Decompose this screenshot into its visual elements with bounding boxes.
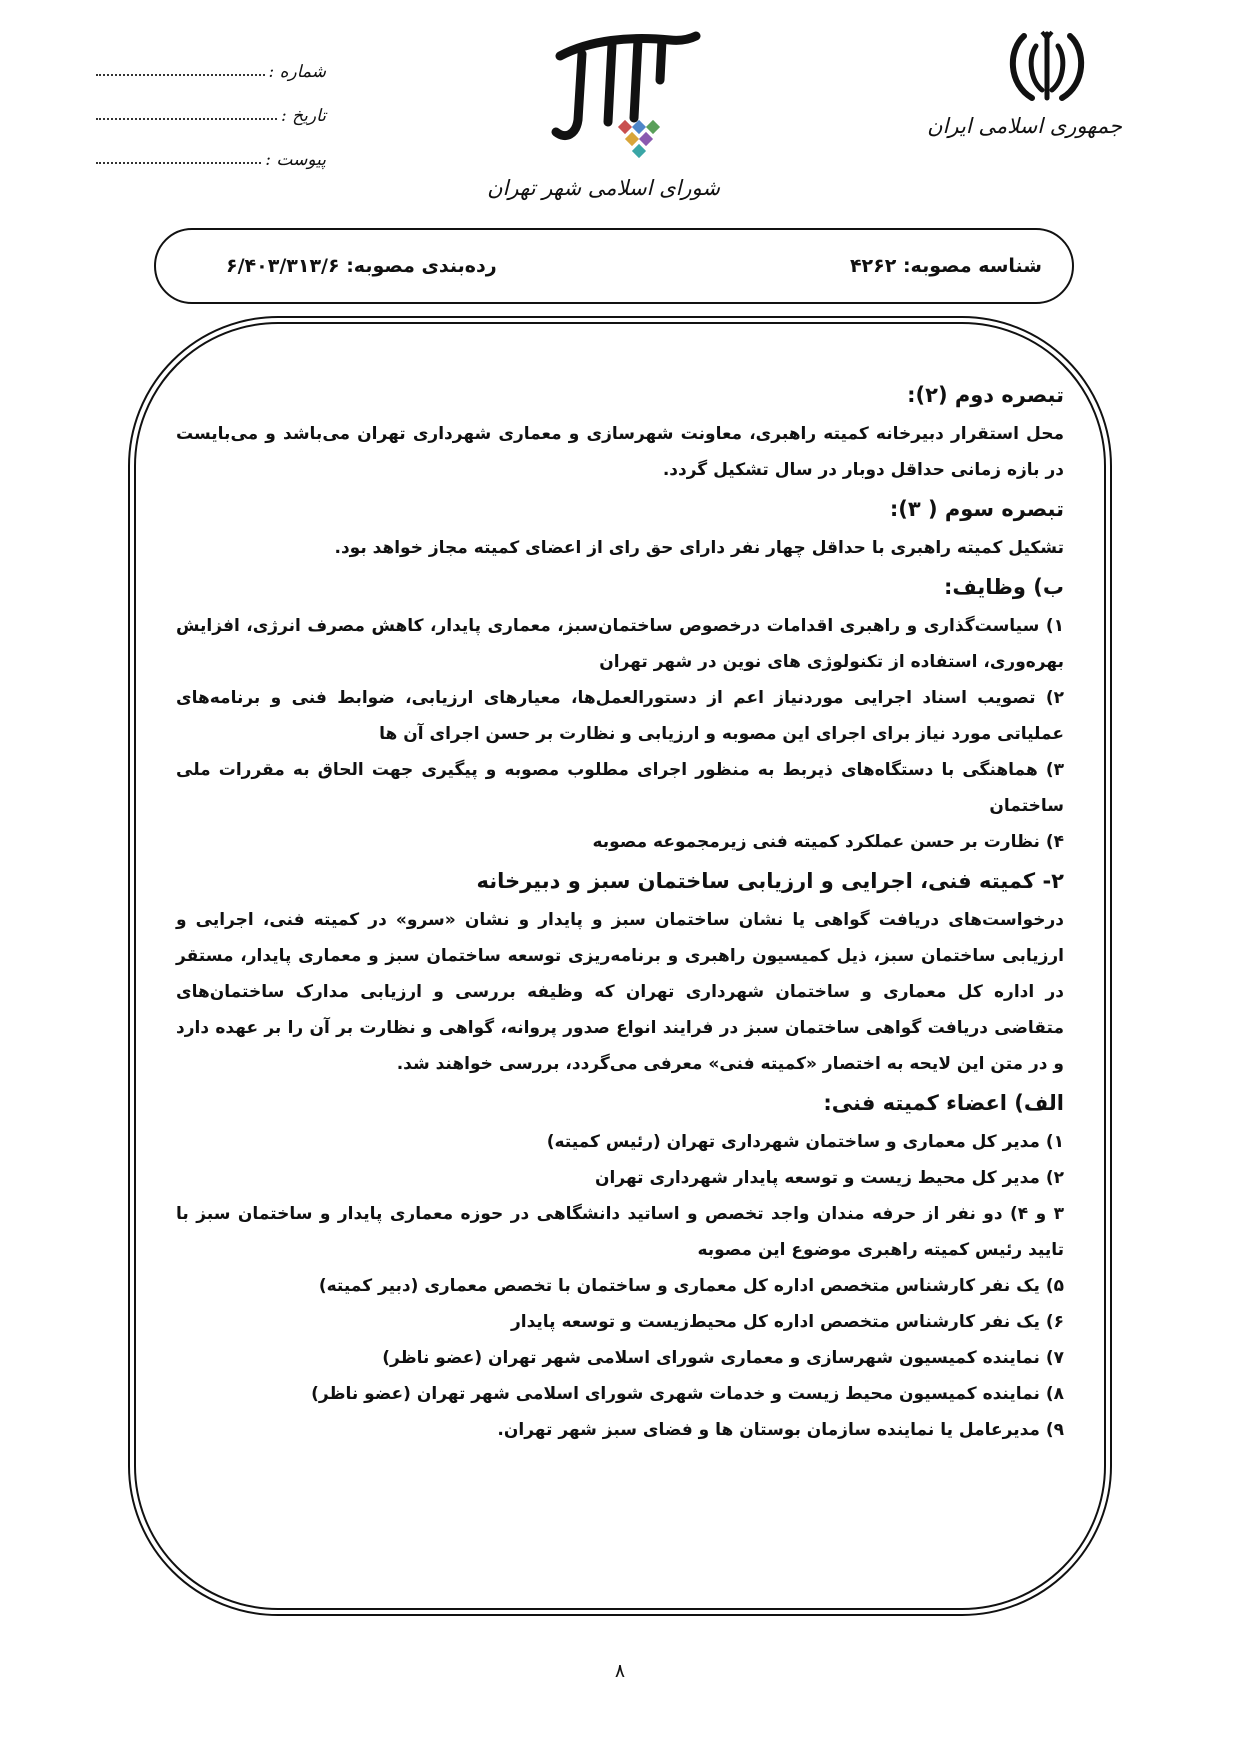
members-heading: الف) اعضاء کمیته فنی: (823, 1091, 1064, 1115)
resolution-classification: رده‌بندی مصوبه: ۶/۴۰۳/۳۱۳/۶ (226, 255, 497, 277)
member-item: ۳ و ۴) دو نفر از حرفه مندان واجد تخصص و اساتید دانشگاهی در حوزه معماری پایدار و ساختمان سبز با تایید رئیس کمیته راهبری موضوع این مصوبه (176, 1204, 1064, 1260)
member-item: ۲) مدیر کل محیط زیست و توسعه پایدار شهرداری تهران (595, 1168, 1064, 1188)
emblem-caption: جمهوری اسلامی ایران (927, 114, 1122, 138)
member-item: ۵) یک نفر کارشناس متخصص اداره کل معماری و ساختمان با تخصص معماری (دبیر کمیته) (318, 1276, 1064, 1296)
note-three-heading: تبصره سوم ( ۳): (889, 497, 1064, 521)
meta-fields (96, 38, 326, 170)
council-logo (487, 10, 720, 210)
meta-attachment-label: پیوست : (265, 150, 326, 170)
meta-attachment-line (96, 162, 261, 164)
member-item: ۷) نماینده کمیسیون شهرسازی و معماری شورای اسلامی شهر تهران (عضو ناظر) (382, 1348, 1064, 1368)
technical-committee-text: درخواست‌های دریافت گواهی یا نشان ساختمان سبز و پایدار و نشان «سرو» در کمیته فنی، اجرایی و ارزیابی ساختمان سبز، ذیل کمیسیون راهبری و برنامه‌ریزی توسعه ساختمان سبز و معماری پایدار، مستقر در اداره کل معماری و ساختمان شهرداری تهران که وظیفه بررسی و ارزیابی مدارک ساختمان‌های متقاضی دریافت گواهی ساختمان سبز در فرایند انواع صدور پروانه، گواهی و نظارت بر آن را بر عهده دارد و در متن این لایحه به اختصار «کمیته فنی» معرفی می‌گردد، بررسی خواهند شد. (176, 910, 1064, 1074)
member-item: ۸) نماینده کمیسیون محیط زیست و خدمات شهری شورای اسلامی شهر تهران (عضو ناظر) (311, 1384, 1064, 1404)
meta-number-line (96, 74, 265, 76)
duties-heading: ب) وظایف: (943, 575, 1064, 599)
page-number: ۸ (614, 1660, 626, 1682)
iran-emblem-icon (1002, 28, 1092, 108)
note-three-text: تشکیل کمیته راهبری با حداقل چهار نفر دارای حق رای از اعضای کمیته مجاز خواهد بود. (334, 538, 1064, 558)
duty-item: ۲) تصویب اسناد اجرایی موردنیاز اعم از دستورالعمل‌ها، معیارهای ارزیابی، ضوابط فنی و برنامه‌های عملیاتی مورد نیاز برای اجرای این مصوبه و ارزیابی و نظارت بر حسن اجرای آن ها (176, 688, 1064, 744)
member-item: ۱) مدیر کل معماری و ساختمان شهرداری تهران (رئیس کمیته) (546, 1132, 1064, 1152)
meta-date-label: تاریخ : (281, 106, 326, 126)
meta-number-row (96, 38, 326, 82)
council-logo-icon (520, 10, 720, 170)
meta-attachment-row (96, 126, 326, 170)
meta-date-line (96, 118, 277, 120)
meta-number-label: شماره : (268, 62, 326, 82)
resolution-id: شناسه مصوبه: ۴۲۶۲ (849, 255, 1042, 277)
council-caption: شورای اسلامی شهر تهران (487, 176, 720, 200)
note-two-heading: تبصره دوم (۲): (907, 383, 1064, 407)
member-item: ۶) یک نفر کارشناس متخصص اداره کل محیط‌زیست و توسعه پایدار (510, 1312, 1064, 1332)
technical-committee-heading: ۲- کمیته فنی، اجرایی و ارزیابی ساختمان سبز و دبیرخانه (476, 869, 1064, 893)
member-item: ۹) مدیرعامل یا نماینده سازمان بوستان ها و فضای سبز شهر تهران. (497, 1420, 1064, 1440)
iran-emblem (927, 28, 1122, 158)
resolution-id-box (154, 228, 1074, 304)
note-two-text: محل استقرار دبیرخانه کمیته راهبری، معاونت شهرسازی و معماری شهرداری تهران می‌باشد و می‌بایست در بازه زمانی حداقل دوبار در سال تشکیل گردد. (176, 424, 1064, 480)
duty-item: ۱) سیاست‌گذاری و راهبری اقدامات درخصوص ساختمان‌سبز، معماری پایدار، کاهش مصرف انرژی، افزایش بهره‌وری، استفاده از تکنولوژی های نوین در شهر تهران (176, 616, 1064, 672)
meta-date-row (96, 82, 326, 126)
duty-item: ۴) نظارت بر حسن عملکرد کمیته فنی زیرمجموعه مصوبه (592, 832, 1064, 852)
duty-item: ۳) هماهنگی با دستگاه‌های ذیربط به منظور اجرای مطلوب مصوبه و پیگیری جهت الحاق به مقررات ملی ساختمان (176, 760, 1064, 816)
document-body (176, 374, 1064, 1448)
